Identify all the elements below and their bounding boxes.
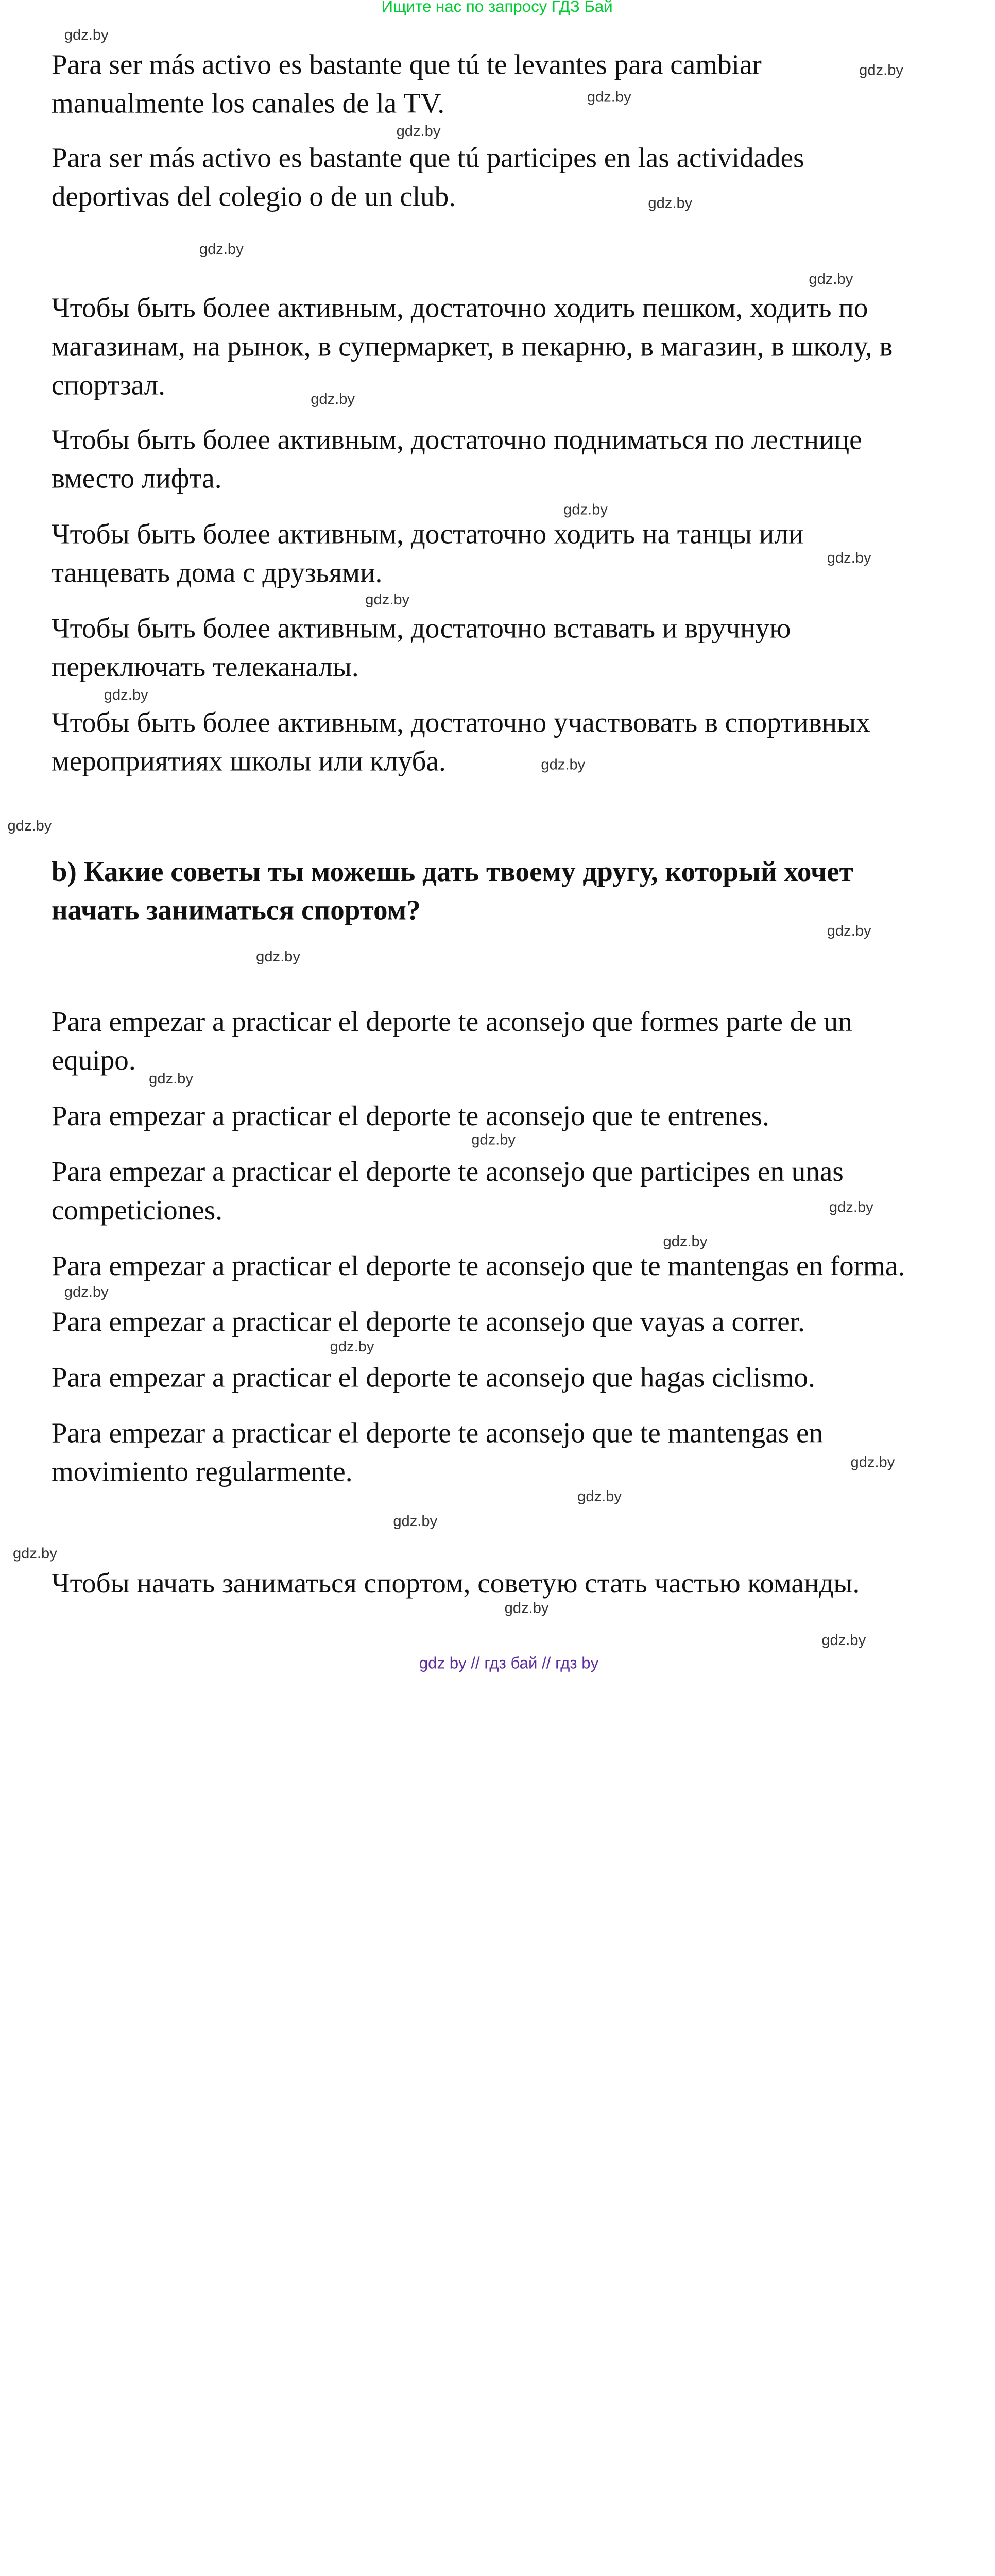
site-footer: gdz by // гдз бай // гдз by [419, 1654, 599, 1673]
watermark: gdz.by [311, 390, 355, 408]
paragraph-es-advice-6: Para empezar a practicar el deporte te aconsejo que hagas ciclismo. [51, 1361, 815, 1393]
watermark: gdz.by [663, 1232, 708, 1250]
watermark: gdz.by [330, 1337, 374, 1355]
paragraph-ru-advice-1: Чтобы начать заниматься спортом, советую стать частью команды. [51, 1566, 860, 1599]
watermark: gdz.by [563, 500, 608, 518]
watermark: gdz.by [587, 88, 631, 105]
paragraph-es-activity-2: Para ser más activo es bastante que tú participes en las actividades deportivas del colegio o de un club. [51, 141, 804, 212]
paragraph-es-advice-4: Para empezar a practicar el deporte te aconsejo que te mantengas en forma. [51, 1249, 905, 1282]
watermark: gdz.by [471, 1130, 516, 1148]
watermark: gdz.by [577, 1487, 622, 1505]
watermark: gdz.by [393, 1512, 438, 1530]
paragraph-ru-activity-4: Чтобы быть более активным, достаточно вставать и вручную переключать телеканалы. [51, 612, 791, 683]
watermark: gdz.by [541, 755, 586, 773]
watermark: gdz.by [256, 947, 300, 964]
watermark: gdz.by [648, 194, 693, 211]
paragraph-ru-activity-1: Чтобы быть более активным, достаточно ходить пешком, ходить по магазинам, на рынок, в супермаркет, в пекарню, в магазин, в школу, в спортзал. [51, 291, 893, 401]
watermark: gdz.by [396, 122, 441, 140]
paragraph-es-advice-2: Para empezar a practicar el deporte te aconsejo que te entrenes. [51, 1099, 769, 1132]
paragraph-es-activity-1: Para ser más activo es bastante que tú te levantes para cambiar manualmente los canales de la TV. [51, 48, 762, 119]
watermark: gdz.by [365, 590, 410, 608]
paragraph-es-advice-1: Para empezar a practicar el deporte te aconsejo que formes parte de un equipo. [51, 1005, 852, 1076]
watermark: gdz.by [504, 1599, 549, 1616]
watermark: gdz.by [149, 1069, 193, 1087]
watermark: gdz.by [104, 686, 148, 703]
watermark: gdz.by [7, 816, 52, 834]
paragraph-es-advice-5: Para empezar a practicar el deporte te aconsejo que vayas a correr. [51, 1305, 805, 1337]
watermark: gdz.by [827, 921, 871, 939]
watermark: gdz.by [859, 61, 903, 78]
paragraph-es-advice-7: Para empezar a practicar el deporte te aconsejo que te mantengas en movimiento regularmente. [51, 1416, 824, 1488]
watermark: gdz.by [809, 270, 853, 287]
paragraph-ru-activity-3: Чтобы быть более активным, достаточно ходить на танцы или танцевать дома с друзьями. [51, 517, 804, 588]
paragraph-ru-activity-5: Чтобы быть более активным, достаточно участвовать в спортивных мероприятиях школы или клуба. [51, 706, 870, 777]
site-header-banner: Ищите нас по запросу ГДЗ Бай [381, 0, 613, 16]
paragraph-es-advice-3: Para empezar a practicar el deporte te aconsejo que participes en unas competiciones. [51, 1155, 844, 1226]
watermark: gdz.by [821, 1631, 866, 1649]
watermark: gdz.by [12, 1544, 57, 1562]
watermark: gdz.by [199, 240, 244, 258]
paragraph-ru-activity-2: Чтобы быть более активным, достаточно подниматься по лестнице вместо лифта. [51, 423, 862, 494]
watermark: gdz.by [850, 1453, 895, 1470]
watermark: gdz.by [829, 1198, 873, 1215]
watermark: gdz.by [827, 548, 871, 566]
watermark: gdz.by [64, 1282, 109, 1300]
section-b-heading: b) Какие советы ты можешь дать твоему другу, который хочет начать заниматься спортом? [51, 855, 853, 926]
watermark: gdz.by [64, 25, 109, 43]
